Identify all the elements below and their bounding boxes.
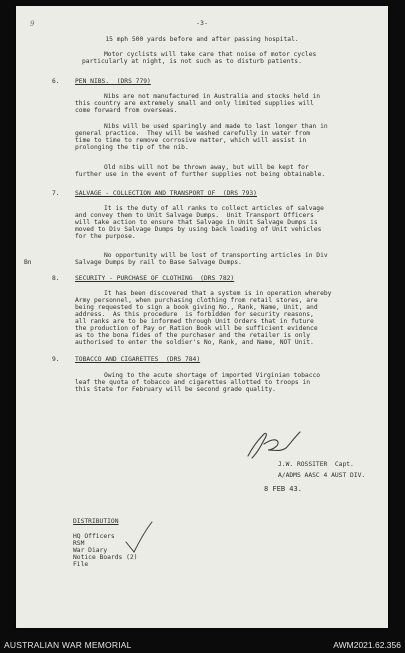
page-number: -3- (196, 19, 208, 27)
section-paragraph-line: No opportunity will be lost of transporting articles in Div (104, 252, 328, 259)
section-paragraph-line: Nibs are not manufactured in Australia and stocks held in (104, 93, 321, 100)
footer-reference: AWM2021.62.356 (333, 640, 401, 650)
section-paragraph-line: time to time to remove corrosive matter, which will assist in (75, 137, 307, 144)
signature-date: 8 FEB 43. (264, 485, 302, 493)
section-paragraph-line: moved to Div Salvage Dumps by using back loading of Unit vehicles (75, 226, 322, 233)
intro-paragraph-line: particularly at night, is not such as to disturb patients. (82, 58, 302, 65)
distribution-item: File (73, 561, 89, 568)
section-number: 6. (52, 78, 60, 85)
archive-footer (0, 636, 405, 653)
section-heading: TOBACCO AND CIGARETTES (DRS 784) (75, 356, 201, 363)
section-paragraph-line: leaf the quota of tobacco and cigarettes allotted to troops in (75, 379, 311, 386)
section-number: 7. (52, 190, 60, 197)
section-paragraph-line: prolonging the tip of the nib. (75, 144, 189, 151)
tick-mark-icon (124, 520, 154, 556)
section-number: 8. (52, 275, 60, 282)
distribution-heading: DISTRIBUTION (73, 518, 119, 525)
section-paragraph-line: as to the bona fides of the purchaser and the retailer is only (75, 332, 311, 339)
section-paragraph-line: and convey them to Unit Salvage Dumps. Unit Transport Officers (75, 212, 314, 219)
section-paragraph-line: address. As this procedure is forbidden for security reasons, (75, 311, 314, 318)
signature-unit: A/ADMS AASC 4 AUST DIV. (278, 472, 366, 479)
section-paragraph-line: Old nibs will not be thrown away, but will be kept for (104, 164, 309, 171)
distribution-item: War Diary (73, 547, 108, 554)
section-paragraph-line: this country are extremely small and only limited supplies will (75, 100, 314, 107)
section-heading: PEN NIBS. (DRS 779) (75, 78, 151, 85)
section-paragraph-line: It is the duty of all ranks to collect articles of salvage (104, 205, 324, 212)
section-paragraph-line: authorised to enter the soldier's No, Rank, and Name, NOT Unit. (75, 339, 314, 346)
handwritten-page-note: 9 (30, 20, 35, 28)
section-paragraph-line: Salvage Dumps by rail to Base Salvage Dumps. (75, 259, 242, 266)
section-paragraph-line: will take action to ensure that Salvage in Unit Salvage Dumps is (75, 219, 318, 226)
section-heading: SALVAGE - COLLECTION AND TRANSPORT OF (DRS 793) (75, 190, 257, 197)
section-paragraph-line: the production of Pay or Ration Book will be sufficient evidence (75, 325, 318, 332)
footer-source: AUSTRALIAN WAR MEMORIAL (4, 640, 132, 650)
document-page (16, 6, 388, 628)
intro-paragraph-line: Motor cyclists will take care that noise of motor cycles (104, 51, 317, 58)
section-paragraph-line: for the purpose. (75, 233, 136, 240)
distribution-item: Notice Boards (2) (73, 554, 138, 561)
section-paragraph-line: Army personnel, when purchasing clothing from retail stores, are (75, 297, 318, 304)
margin-label: Bn (24, 259, 32, 266)
distribution-item: RSM (73, 540, 85, 547)
section-paragraph-line: general practice. They will be washed carefully in water from (75, 130, 311, 137)
distribution-item: HQ Officers (73, 533, 115, 540)
section-paragraph-line: come forward from overseas. (75, 107, 178, 114)
section-number: 9. (52, 356, 60, 363)
section-paragraph-line: all ranks are to be informed through Unit Orders that in future (75, 318, 314, 325)
section-heading: SECURITY - PURCHASE OF CLOTHING (DRS 782) (75, 275, 235, 282)
signature-name: J.W. ROSSITER Capt. (278, 461, 354, 468)
signature-scribble (242, 426, 302, 464)
section-paragraph-line: this State for February will be second grade quality. (75, 386, 276, 393)
intro-line: 15 mph 500 yards before and after passing hospital. (105, 36, 299, 43)
section-paragraph-line: Nibs will be used sparingly and made to last longer than in (104, 123, 328, 130)
section-paragraph-line: further use in the event of further supplies not being obtainable. (75, 171, 326, 178)
section-paragraph-line: It has been discovered that a system is in operation whereby (104, 290, 332, 297)
section-paragraph-line: Owing to the acute shortage of imported Virginian tobacco (104, 372, 321, 379)
section-paragraph-line: being requested to sign a book giving No., Rank, Name, Unit, and (75, 304, 318, 311)
